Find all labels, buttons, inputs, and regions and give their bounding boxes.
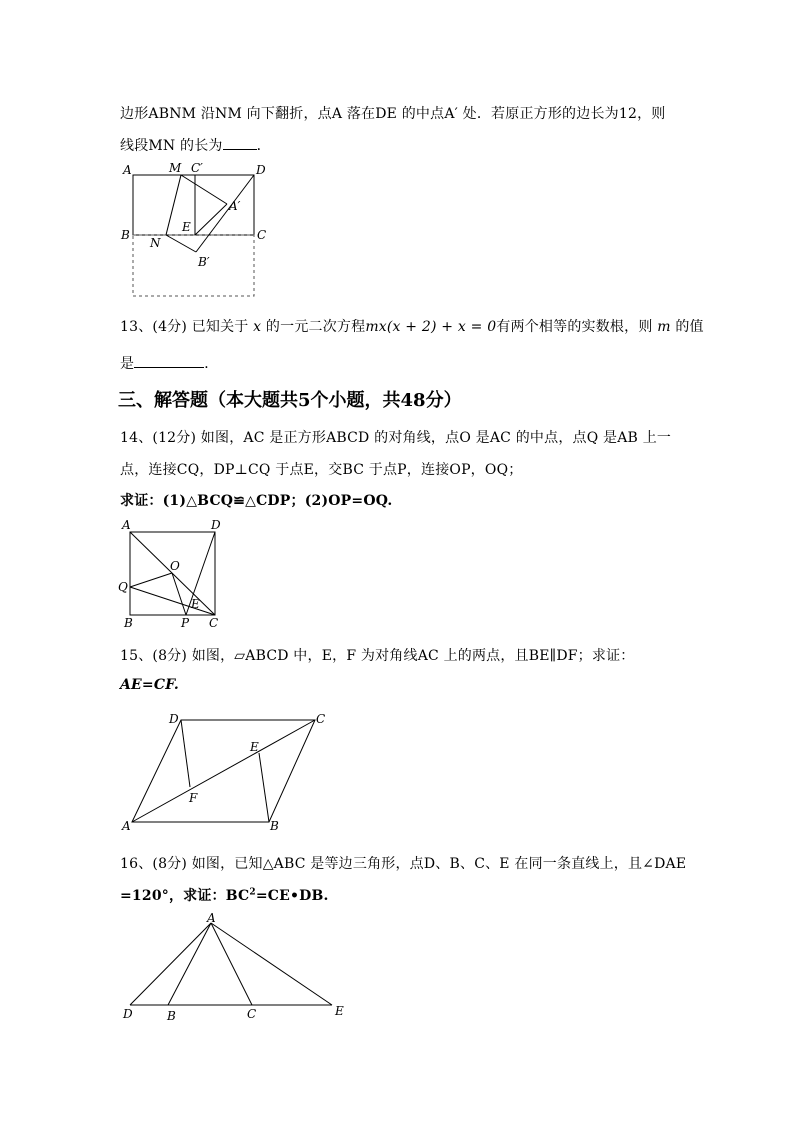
q16-line-ae — [211, 923, 332, 1005]
q12-line2-suffix: ． — [256, 138, 271, 154]
q14-line3: 求证：(1)△BCQ≌△CDP；(2)OP=OQ. — [120, 493, 393, 509]
q12-label-e: E — [182, 220, 191, 234]
q13-var-x: x — [253, 319, 262, 335]
q15-line2: AE=CF. — [120, 677, 180, 693]
q13-prefix: 13、(4分) 已知关于 — [120, 319, 249, 335]
q12-answer-blank[interactable] — [223, 135, 257, 150]
q16-line2 — [120, 885, 329, 905]
q13-middle: 的一元二次方程 — [265, 319, 366, 335]
q16-label-e: E — [335, 1004, 344, 1018]
q12-label-bprime: B′ — [198, 255, 210, 269]
q15-label-d: D — [169, 712, 179, 726]
q12-line2 — [120, 135, 271, 155]
q14-label-e: E — [191, 597, 200, 611]
q16-label-a: A — [207, 911, 216, 925]
q14-line1: 14、(12分) 如图，AC 是正方形ABCD 的对角线，点O 是AC 的中点，点Q 是AB 上一 — [120, 430, 672, 446]
q13-equation: mx(x + 2) + x = 0 — [365, 319, 497, 335]
q16-line2-suffix: =CE•DB. — [255, 888, 329, 904]
q15-label-c: C — [316, 712, 326, 726]
q12-line-d-bprime — [196, 175, 254, 252]
q13-line2-suffix: ． — [204, 356, 219, 372]
q13-line2 — [120, 353, 218, 373]
q15-line1: 15、(8分) 如图，▱ABCD 中，E，F 为对角线AC 上的两点，且BE∥DF；求证： — [120, 648, 635, 664]
q15-label-f: F — [189, 791, 198, 805]
q16-line2-exponent: 2 — [249, 887, 256, 898]
q15-line-be — [259, 753, 269, 822]
q14-label-b: B — [124, 616, 133, 630]
q14-label-q: Q — [118, 580, 128, 594]
q15-diagonal-ac — [132, 720, 315, 822]
q12-label-b: B — [121, 228, 130, 242]
q12-line-n-bprime — [166, 235, 196, 252]
q15-line-df — [181, 720, 190, 787]
q12-label-d: D — [256, 163, 266, 177]
q16-label-c: C — [247, 1007, 257, 1021]
q15-figure — [118, 708, 338, 838]
q16-line-ac — [211, 923, 252, 1005]
q14-line2: 点，连接CQ，DP⊥CQ 于点E，交BC 于点P，连接OP，OQ； — [120, 462, 523, 478]
q13-line2-prefix: 是 — [120, 356, 135, 372]
q15-label-e: E — [250, 740, 259, 754]
q12-label-n: N — [150, 236, 161, 250]
q16-line-ab — [168, 923, 211, 1005]
q14-figure — [112, 515, 232, 630]
q15-label-a: A — [122, 819, 131, 833]
q14-label-d: D — [211, 518, 221, 532]
q12-label-a: A — [123, 163, 132, 177]
section3-title: 三、解答题（本大题共5个小题，共48分） — [118, 390, 462, 411]
q16-figure — [118, 912, 358, 1024]
q14-line-qo — [130, 573, 172, 587]
q13-suffix: 的值 — [675, 319, 704, 335]
q14-label-p: P — [181, 616, 190, 630]
q12-label-cprime: C′ — [191, 161, 203, 175]
q16-label-b: B — [167, 1009, 176, 1023]
q12-line1: 边形ABNM 沿NM 向下翻折，点A 落在DE 的中点A′ 处．若原正方形的边长为12，则 — [120, 106, 666, 122]
q13-after-equation: 有两个相等的实数根，则 — [496, 319, 653, 335]
q16-line2-prefix: =120°，求证：BC — [120, 888, 250, 904]
q12-line-m-aprime — [181, 175, 227, 204]
q13-answer-blank[interactable] — [134, 353, 204, 368]
q14-label-c: C — [209, 616, 219, 630]
q16-line1: 16、(8分) 如图，已知△ABC 是等边三角形，点D、B、C、E 在同一条直线上，且∠DAE — [120, 856, 687, 872]
q14-label-o: O — [170, 559, 180, 573]
q14-label-a: A — [122, 518, 131, 532]
q12-label-aprime: A′ — [229, 199, 241, 213]
q16-line-ad — [130, 923, 211, 1005]
q13-line1 — [120, 316, 704, 336]
q12-figure — [115, 158, 285, 303]
q12-label-m: M — [169, 161, 182, 175]
q12-line2-prefix: 线段MN 的长为 — [120, 138, 223, 154]
q16-label-d: D — [123, 1007, 133, 1021]
q12-line-mn — [166, 175, 181, 235]
q15-label-b: B — [270, 819, 279, 833]
q12-label-c: C — [257, 228, 267, 242]
q13-var-m: m — [657, 319, 671, 335]
q14-line-qc — [130, 587, 215, 615]
q12-line-e-aprime — [195, 204, 227, 235]
